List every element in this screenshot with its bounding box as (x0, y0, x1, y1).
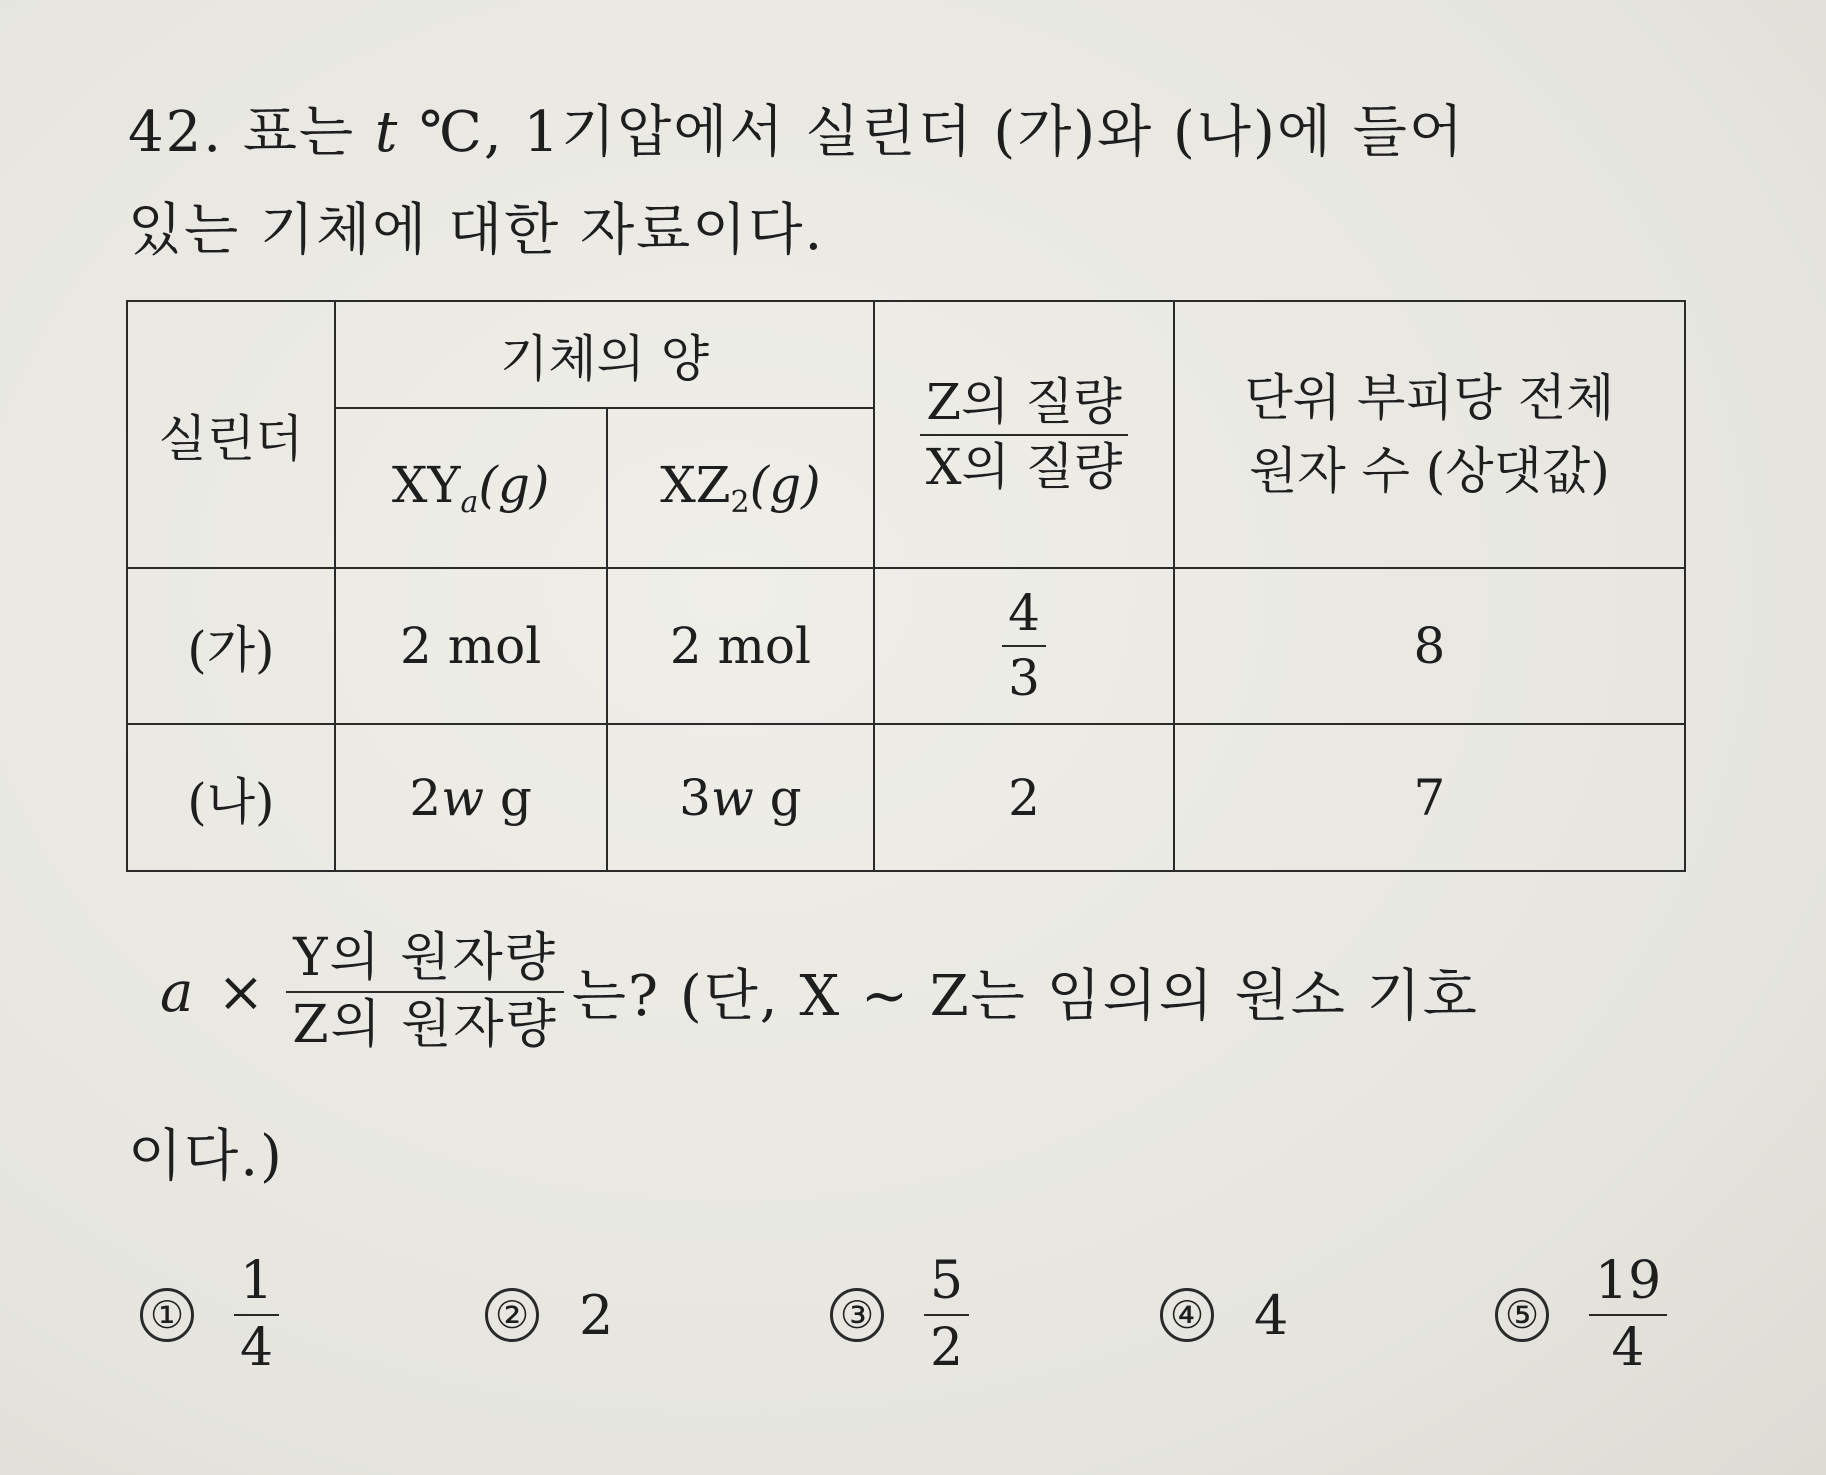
header-atom-count-line1: 단위 부피당 전체 (1244, 369, 1615, 427)
row-cylinder: (나) (127, 724, 335, 871)
choice-5-mark: ⑤ (1495, 1288, 1549, 1342)
header-atom-count-line2: 원자 수 (상댓값) (1249, 441, 1610, 500)
choice-1[interactable] (140, 1230, 279, 1400)
gas2-unit: g (753, 768, 802, 827)
row-gas2-amount (607, 724, 875, 871)
gas2-state: (g) (749, 456, 821, 514)
mass-ratio-value-fraction (1002, 586, 1046, 706)
question-rest: ℃, 1기압에서 실린더 (가)와 (나)에 들어 (419, 100, 1465, 165)
choice-1-numerator: 1 (234, 1253, 279, 1316)
gas2-coef: 3 (679, 768, 711, 827)
question-line-1 (128, 88, 1465, 168)
answer-choices (140, 1230, 1700, 1400)
choice-5-fraction (1589, 1250, 1667, 1378)
atomic-mass-denominator: Z의 원자량 (292, 995, 558, 1056)
choice-1-denominator: 4 (240, 1318, 274, 1378)
header-gas-amount: 기체의 양 (335, 301, 875, 408)
header-gas2 (607, 408, 875, 568)
gas1-var: w (441, 768, 484, 827)
times-sign: × (217, 959, 267, 1025)
choice-3-mark: ③ (830, 1288, 884, 1342)
atomic-mass-ratio (286, 930, 564, 1054)
row-gas2-amount: 2 mol (607, 568, 875, 724)
choice-2-value: 2 (579, 1283, 614, 1347)
row-gas1-amount (335, 724, 607, 871)
prompt-line-2: 이다.) (128, 1124, 284, 1189)
row-mass-ratio: 2 (874, 724, 1174, 871)
gas1-unit: g (484, 768, 532, 827)
mass-ratio-value-denominator: 3 (1008, 649, 1040, 707)
temperature-variable: t (374, 100, 400, 165)
prompt-rest: 는? (단, X ~ Z는 임의의 원소 기호 (571, 964, 1479, 1030)
mass-ratio-fraction (920, 372, 1128, 496)
header-gas1 (335, 408, 607, 568)
mass-ratio-numerator: Z의 질량 (920, 375, 1128, 436)
choice-4-mark: ④ (1160, 1288, 1214, 1342)
gas1-state: (g) (478, 456, 550, 514)
prompt-line (160, 930, 1479, 1054)
table-row (127, 724, 1685, 871)
choice-2[interactable] (485, 1230, 613, 1400)
choice-1-mark: ① (140, 1288, 194, 1342)
choice-5-numerator: 19 (1589, 1253, 1667, 1316)
mass-ratio-value-numerator: 4 (1002, 586, 1046, 647)
gas2-subscript: 2 (730, 485, 750, 520)
choice-1-fraction (234, 1250, 279, 1378)
gas1-formula: XY (391, 456, 461, 514)
prompt-variable: a (160, 959, 196, 1025)
gas2-formula: XZ (660, 456, 731, 514)
atomic-mass-numerator: Y의 원자량 (286, 930, 564, 993)
gas1-subscript: a (460, 485, 479, 520)
row-cylinder: (가) (127, 568, 335, 724)
choice-3-fraction (924, 1250, 969, 1378)
choice-4-value: 4 (1254, 1283, 1289, 1347)
choice-4[interactable] (1160, 1230, 1288, 1400)
choice-5-denominator: 4 (1611, 1318, 1645, 1378)
gas-data-table (126, 300, 1686, 872)
table-row (127, 568, 1685, 724)
gas1-coef: 2 (409, 768, 442, 827)
choice-2-mark: ② (485, 1288, 539, 1342)
choice-3-numerator: 5 (924, 1253, 969, 1316)
header-atom-count (1174, 301, 1685, 568)
row-atom-count: 7 (1174, 724, 1685, 871)
row-gas1-amount: 2 mol (335, 568, 607, 724)
header-cylinder: 실린더 (127, 301, 335, 568)
choice-3[interactable] (830, 1230, 969, 1400)
choice-5[interactable] (1495, 1230, 1667, 1400)
row-mass-ratio (874, 568, 1174, 724)
question-line-2: 있는 기체에 대한 자료이다. (128, 198, 825, 263)
choice-3-denominator: 2 (930, 1318, 964, 1378)
gas2-var: w (710, 768, 754, 827)
mass-ratio-denominator: X의 질량 (925, 437, 1123, 496)
row-atom-count: 8 (1174, 568, 1685, 724)
question-prefix: 42. 표는 (128, 100, 356, 165)
header-mass-ratio (874, 301, 1174, 568)
